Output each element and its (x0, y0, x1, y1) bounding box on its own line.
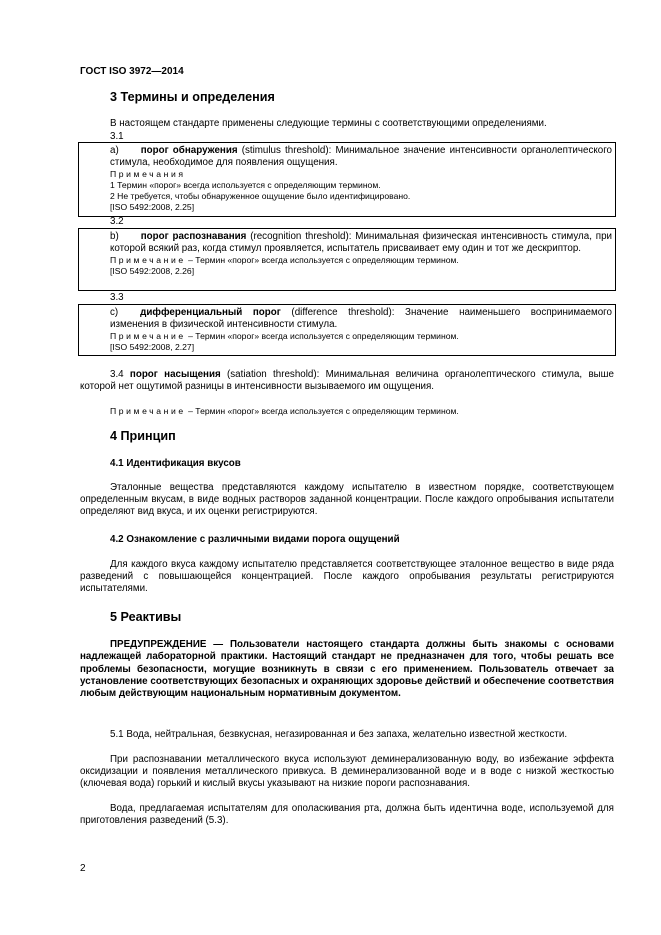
term-3-2-def: (recognition threshold): Минимальная физическая интенсивность стимула, при которой всякий раз, когда стимул проявляется, испытатель присваивает ему один и тот же дескриптор. (110, 231, 612, 254)
paragraph-5-1-rinse: Вода, предлагаемая испытателям для ополаскивания рта, должна быть идентична воде, используемой для приготовления разведений (5.3). (80, 803, 614, 826)
paragraph-5-1: 5.1 Вода, нейтральная, безвкусная, негазированная и без запаха, желательно известной жесткости. (110, 729, 568, 740)
term-3-1-number: 3.1 (110, 131, 124, 142)
term-3-3-definition (82, 307, 612, 331)
section-4-2-title: 4.2 Ознакомление с различными видами порога ощущений (110, 534, 400, 545)
term-3-3-number: 3.3 (110, 292, 124, 303)
page-number: 2 (80, 863, 86, 874)
term-3-1-definition (82, 145, 612, 169)
term-3-4-note-text: – Термин «порог» всегда используется с определяющим термином. (185, 406, 459, 416)
term-3-2-number: 3.2 (110, 216, 124, 227)
term-3-1-note-2: 2 Не требуется, чтобы обнаруженное ощущение было идентифицировано. (110, 191, 411, 201)
section-4-title: 4 Принцип (110, 429, 176, 443)
section-4-1-text: Эталонные вещества представляются каждому испытателю в известном порядке, соответствующем определенным вкусам, в виде водных растворов заданной концентрации. После каждого опробывания испытатели определяют вид вкуса, и их оценки регистрируются. (80, 482, 614, 517)
term-3-3-def: (difference threshold): Значение наименьшего воспринимаемого изменения в физической интенсивности стимула. (110, 307, 612, 330)
safety-warning: ПРЕДУПРЕЖДЕНИЕ — Пользователи настоящего стандарта должны быть знакомы с основами надлежащей лабораторной практики. Настоящий стандарт не предназначен для того, чтобы решать все проблемы безопасности, могущие возникнуть в связи с его применением. Пользователь отвечает за установление соответствующих безопасных и охраняющих здоровье действий и обеспечение соответствия любым действующим национальным нормативным документом. (80, 639, 614, 700)
section-5-title: 5 Реактивы (110, 610, 182, 624)
term-3-4-note-label: Примечание (110, 406, 186, 416)
term-3-2-definition (82, 231, 612, 255)
section-3-title: 3 Термины и определения (110, 90, 275, 104)
paragraph-5-1-metallic: При распознавании металлического вкуса используют деминерализованную воду, во избежание эффекта оксидизации и появления металлического привкуса. В деминерализованной воде и в воде с низкой жесткостью (ключевая вода) горький и кислый вкусы указывают на низкие пороги распознавания. (80, 754, 614, 789)
term-3-2-term: порог распознавания (140, 231, 247, 242)
term-3-1-note-label: Примечания (110, 169, 186, 179)
term-3-4-note (110, 406, 459, 417)
term-3-3-ref: [ISO 5492:2008, 2.27] (110, 342, 195, 352)
term-3-3-term: дифференциальный порог (140, 307, 281, 318)
term-3-2-box (78, 228, 616, 291)
term-3-3-letter: c) (110, 307, 119, 318)
term-3-2-letter: b) (110, 231, 119, 242)
term-3-3-box (78, 304, 616, 356)
term-3-1-term: порог обнаружения (140, 145, 238, 156)
section-4-2-text: Для каждого вкуса каждому испытателю представляется соответствующее эталонное вещество в виде ряда разведений с повышающейся концентрацией. После каждого опробывания результаты регистрируются испытателями. (80, 559, 614, 594)
document-header: ГОСТ ISO 3972—2014 (80, 66, 184, 77)
term-3-2-ref: [ISO 5492:2008, 2.26] (110, 266, 195, 276)
term-3-2-note-label: Примечание (110, 255, 186, 265)
term-3-4 (80, 369, 614, 393)
term-3-4-term: порог насыщения (129, 369, 221, 380)
term-3-1-letter: a) (110, 145, 119, 156)
section-4-1-title: 4.1 Идентификация вкусов (110, 458, 241, 469)
term-3-4-number: 3.4 (110, 369, 124, 380)
term-3-3-note-label: Примечание (110, 331, 186, 341)
section-3-intro: В настоящем стандарте применены следующие термины с соответствующими определениями. (110, 118, 547, 129)
term-3-2-note (82, 255, 612, 266)
term-3-1-ref: [ISO 5492:2008, 2.25] (110, 202, 195, 212)
term-3-3-note (82, 331, 612, 342)
term-3-1-def: (stimulus threshold): Минимальное значение интенсивности органолептического стимула, необходимое для появления ощущения. (110, 145, 613, 168)
term-3-4-def: (satiation threshold): Минимальная величина органолептического стимула, выше которой нет ощутимой разницы в интенсивности вызываемого им ощущения. (80, 369, 614, 392)
term-3-1-box (78, 142, 616, 217)
term-3-3-note-text: – Термин «порог» всегда используется с определяющим термином. (185, 331, 459, 341)
term-3-1-note-1: 1 Термин «порог» всегда используется с определяющим термином. (110, 180, 381, 190)
term-3-2-note-text: – Термин «порог» всегда используется с определяющим термином. (185, 255, 459, 265)
